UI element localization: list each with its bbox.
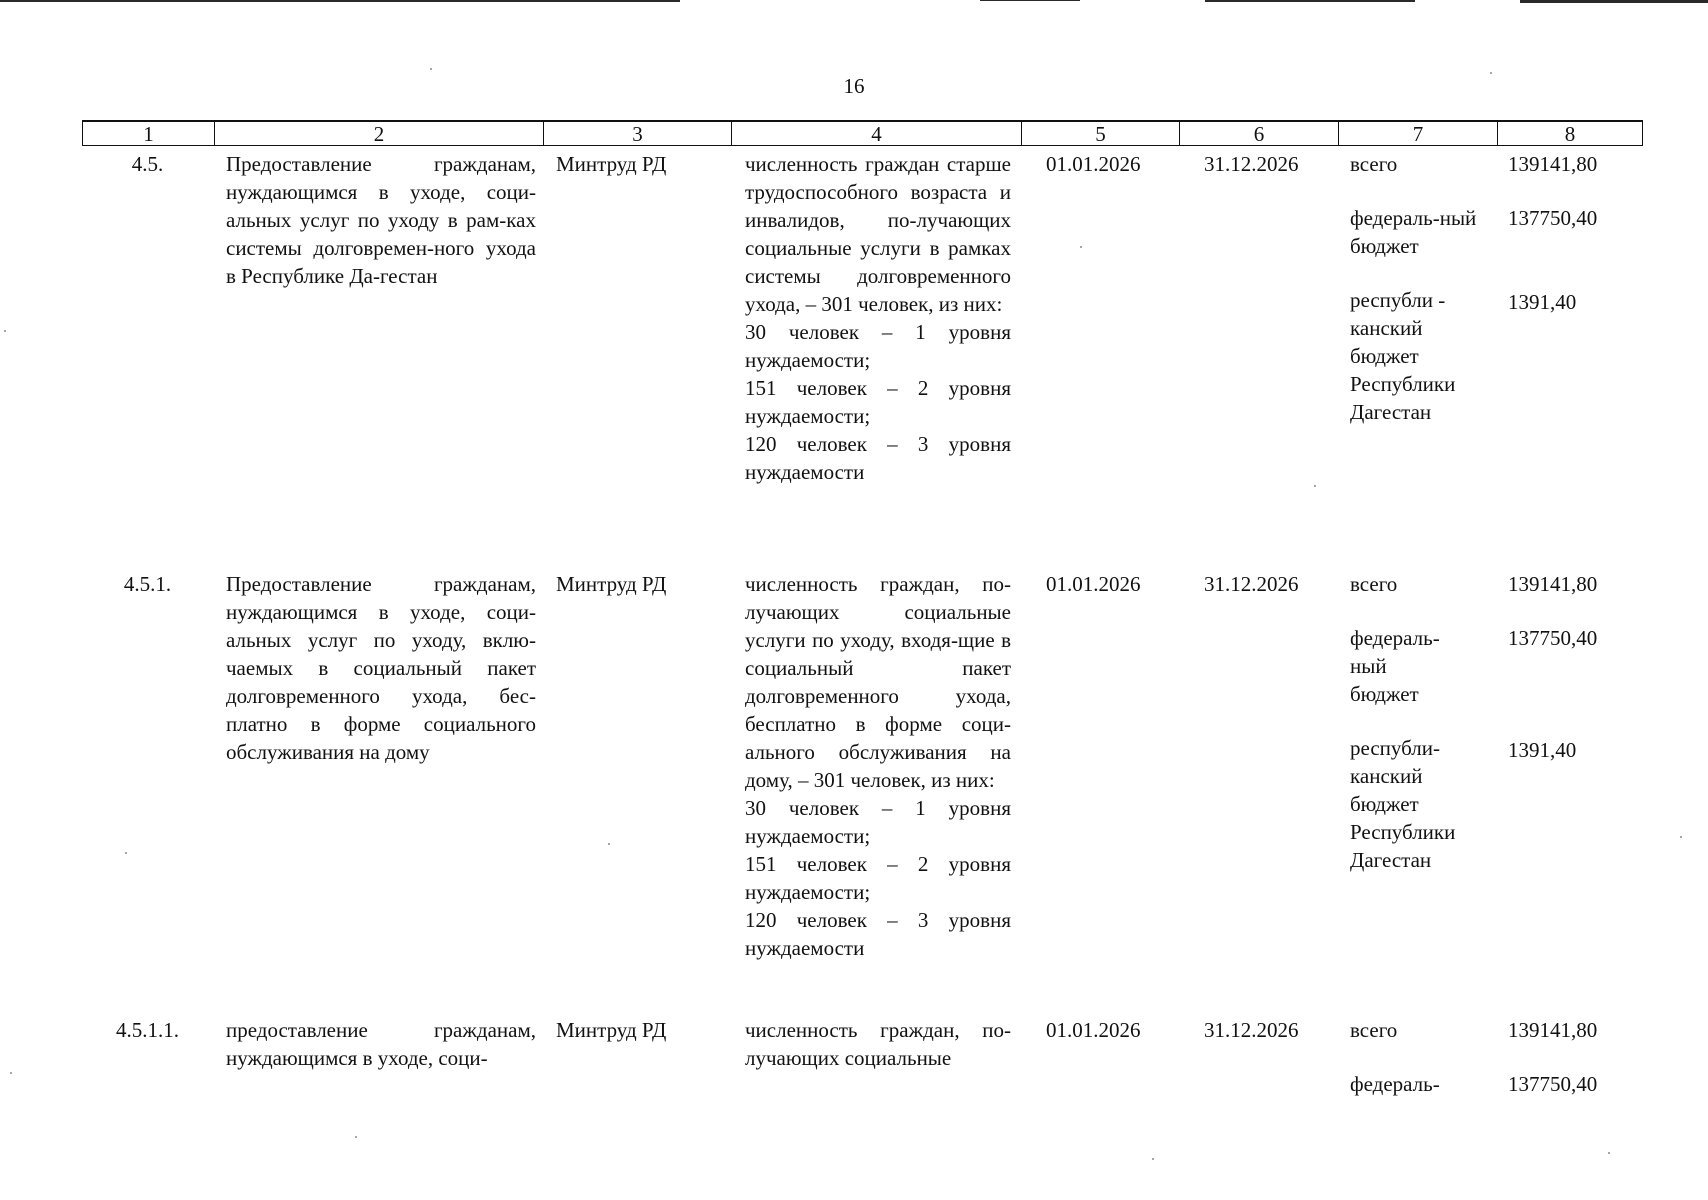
table-header-row xyxy=(82,120,1643,148)
scan-speck xyxy=(1152,1158,1154,1160)
row-executor: Минтруд РД xyxy=(556,1018,667,1042)
row-description: Предоставление гражданам, нуждающимся в уходе, соци-альных услуг по уходу, вклю-чаемых в социальный пакет долговременного ухода, бес-платно в форме социального обслуживания на дому xyxy=(226,572,536,764)
funding-sources xyxy=(1350,150,1490,452)
scan-edge-line xyxy=(1205,0,1415,2)
funding-source: всего xyxy=(1350,572,1398,596)
funding-amount: 137750,40 xyxy=(1508,1072,1598,1096)
scan-speck xyxy=(125,852,127,854)
scan-speck xyxy=(355,1136,357,1138)
row-description: Предоставление гражданам, нуждающимся в уходе, соци-альных услуг по уходу в рам-ках системы долговремен-ного ухода в Республике Да-гестан xyxy=(226,152,536,288)
header-cell-5: 5 xyxy=(1022,120,1180,146)
indicator-level: 30 человек – 1 уровня нуждаемости; xyxy=(745,796,1011,848)
funding-amount: 1391,40 xyxy=(1508,738,1577,762)
scan-speck xyxy=(4,330,6,332)
scan-speck xyxy=(1080,246,1082,248)
funding-amount: 137750,40 xyxy=(1508,206,1598,230)
header-cell-7: 7 xyxy=(1339,120,1498,146)
scan-speck xyxy=(608,843,610,845)
scan-edge-line xyxy=(980,0,1080,1)
row-indicator: численность граждан, по-лучающих социальные xyxy=(745,1018,1011,1070)
scan-speck xyxy=(10,1072,12,1074)
scan-edge-line xyxy=(1520,0,1708,3)
row-start-date: 01.01.2026 xyxy=(1046,1018,1141,1042)
funding-source: всего xyxy=(1350,152,1398,176)
funding-sources xyxy=(1350,570,1455,900)
funding-source: республи-канский бюджет Республики Дагестан xyxy=(1350,736,1456,872)
header-cell-2: 2 xyxy=(215,120,544,146)
header-cell-8: 8 xyxy=(1498,120,1643,146)
header-cell-3: 3 xyxy=(544,120,732,146)
row-number: 4.5.1.1. xyxy=(116,1018,179,1042)
row-executor: Минтруд РД xyxy=(556,152,667,176)
scan-speck xyxy=(1490,72,1492,74)
scan-speck xyxy=(1314,485,1316,487)
row-end-date: 31.12.2026 xyxy=(1204,152,1299,176)
indicator-text: численность граждан, по-лучающих социальные услуги по уходу, входя-щие в социальный пакет долговременного ухода, бесплатно в форме соци-ального обслуживания на дому, – 301 человек, из них: xyxy=(745,572,1011,792)
funding-amounts xyxy=(1508,570,1643,790)
funding-sources xyxy=(1350,1016,1490,1124)
indicator-level: 30 человек – 1 уровня нуждаемости; xyxy=(745,320,1011,372)
row-end-date: 31.12.2026 xyxy=(1204,1018,1299,1042)
indicator-level: 151 человек – 2 уровня нуждаемости; xyxy=(745,376,1011,428)
scan-edge-line xyxy=(0,0,680,2)
row-start-date: 01.01.2026 xyxy=(1046,152,1141,176)
indicator-level: 151 человек – 2 уровня нуждаемости; xyxy=(745,852,1011,904)
header-cell-1: 1 xyxy=(82,120,215,146)
funding-amount: 139141,80 xyxy=(1508,572,1598,596)
funding-amount: 139141,80 xyxy=(1508,152,1598,176)
indicator-level: 120 человек – 3 уровня нуждаемости xyxy=(745,432,1011,484)
funding-source: федераль-ный бюджет xyxy=(1350,206,1477,258)
row-executor: Минтруд РД xyxy=(556,572,667,596)
row-indicator xyxy=(745,570,1011,962)
funding-amounts xyxy=(1508,1016,1643,1124)
funding-amount: 139141,80 xyxy=(1508,1018,1598,1042)
scan-speck xyxy=(430,68,432,70)
row-indicator xyxy=(745,150,1011,486)
row-end-date: 31.12.2026 xyxy=(1204,572,1299,596)
funding-source: федераль- xyxy=(1350,1072,1440,1096)
funding-source: всего xyxy=(1350,1018,1398,1042)
funding-amount: 1391,40 xyxy=(1508,290,1577,314)
row-number: 4.5.1. xyxy=(123,572,172,596)
funding-source: федераль-ный бюджет xyxy=(1350,626,1440,706)
funding-amounts xyxy=(1508,150,1643,342)
page-number: 16 xyxy=(843,74,865,98)
indicator-level: 120 человек – 3 уровня нуждаемости xyxy=(745,908,1011,960)
header-cell-4: 4 xyxy=(732,120,1022,146)
funding-amount: 137750,40 xyxy=(1508,626,1598,650)
indicator-text: численность граждан старше трудоспособного возраста и инвалидов, по-лучающих социальные услуги в рамках системы долговременного ухода, – 301 человек, из них: xyxy=(745,152,1011,316)
header-cell-6: 6 xyxy=(1180,120,1339,146)
row-start-date: 01.01.2026 xyxy=(1046,572,1141,596)
row-description: предоставление гражданам, нуждающимся в уходе, соци- xyxy=(226,1018,536,1070)
funding-source: республи - канский бюджет Республики Дагестан xyxy=(1350,288,1456,424)
scan-speck xyxy=(1680,836,1682,838)
row-number: 4.5. xyxy=(131,152,164,176)
scan-speck xyxy=(1608,1152,1610,1154)
